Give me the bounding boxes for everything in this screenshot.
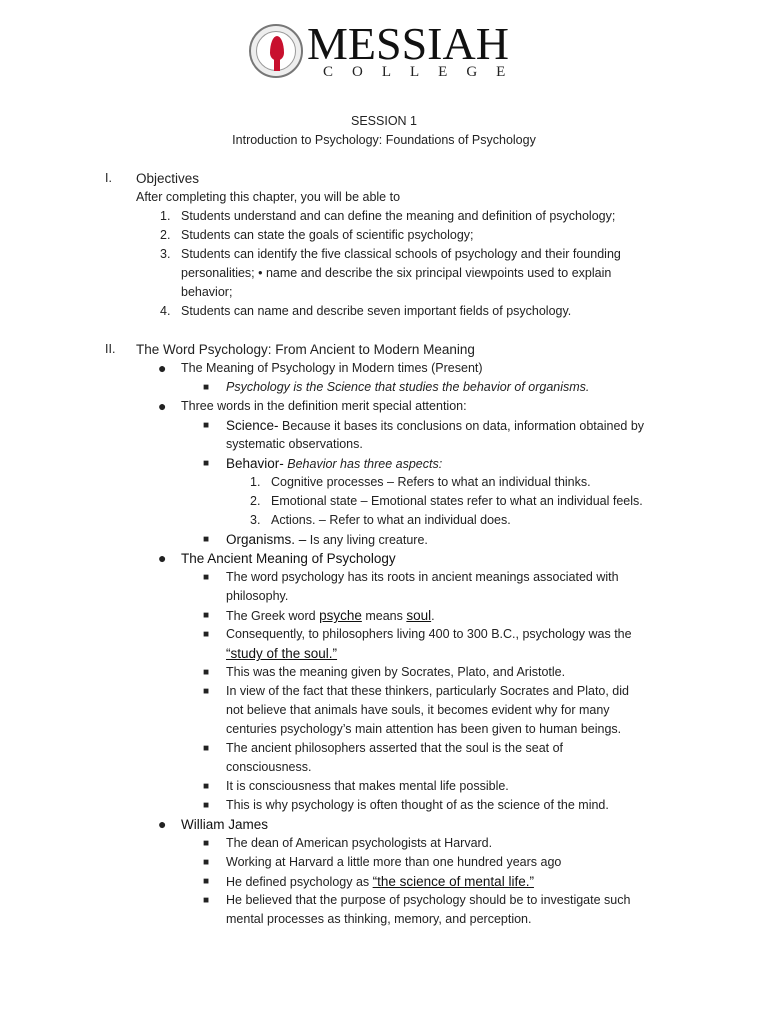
term-behavior: Behavior- (226, 456, 284, 471)
section-title: The Word Psychology: From Ancient to Modern Meaning (136, 342, 475, 357)
square-bullet-icon: ■ (203, 857, 210, 868)
list-item-continued: behavior; (181, 285, 233, 299)
sub-bullet-continued: mental processes as thinking, memory, and perception. (226, 912, 532, 926)
bullet-icon: ● (158, 360, 167, 376)
term-organisms: Organisms. – (226, 532, 307, 547)
sub-bullet-item: ■ Psychology is the Science that studies the behavior of organisms. (0, 378, 768, 397)
list-item: 4. Students can name and describe seven important fields of psychology. (160, 304, 572, 318)
square-bullet-icon: ■ (203, 572, 210, 583)
mental-life-quote: “the science of mental life.” (372, 874, 534, 889)
square-bullet-icon: ■ (203, 382, 210, 393)
aspect-item: 1. Cognitive processes – Refers to what an individual thinks. (250, 475, 591, 489)
square-bullet-icon: ■ (203, 458, 210, 469)
sub-bullet-item: ■ Working at Harvard a little more than one hundred years ago (0, 853, 768, 872)
term-soul: soul (406, 608, 432, 623)
section-heading (0, 340, 768, 359)
session-label: SESSION 1 (351, 114, 417, 128)
section-number: I. (105, 171, 112, 185)
study-of-soul-quote: “study of the soul.” (226, 646, 338, 661)
sub-bullet-continued: not believe that animals have souls, it becomes evident why for many (226, 703, 610, 717)
objectives-intro: After completing this chapter, you will be able to (136, 190, 401, 204)
square-bullet-icon: ■ (203, 686, 210, 697)
sub-bullet-item: ■ Behavior- Behavior has three aspects: (203, 456, 443, 471)
logo-subtitle: COLLEGE (323, 64, 525, 80)
sub-bullet-item: ■ He believed that the purpose of psychology should be to investigate such (0, 891, 768, 910)
document-body (0, 112, 768, 929)
sub-bullet-continued: centuries psychology’s main attention has been given to human beings. (226, 722, 622, 736)
list-item: 1. Students understand and can define the meaning and definition of psychology; (160, 209, 616, 223)
bullet-item: ● William James (158, 816, 269, 832)
sub-bullet-item: ■ This was the meaning given by Socrates, Plato, and Aristotle. (0, 663, 768, 682)
sub-bullet-item: ■ It is consciousness that makes mental life possible. (0, 777, 768, 796)
sub-bullet-continued: philosophy. (226, 589, 289, 603)
sub-bullet-item: ■ The word psychology has its roots in ancient meanings associated with (0, 568, 768, 587)
square-bullet-icon: ■ (203, 895, 210, 906)
section-title: Objectives (136, 171, 200, 186)
aspect-item: 2. Emotional state – Emotional states refer to what an individual feels. (250, 494, 643, 508)
bullet-item: ● The Meaning of Psychology in Modern times (Present) (158, 360, 483, 376)
bullet-item: ● The Ancient Meaning of Psychology (158, 550, 396, 566)
bullet-icon: ● (158, 398, 167, 414)
bullet-item: ● Three words in the definition merit special attention: (158, 398, 467, 414)
sub-bullet-item: ■ In view of the fact that these thinkers, particularly Socrates and Plato, did (0, 682, 768, 701)
messiah-college-logo (249, 18, 525, 84)
sub-bullet-continued: consciousness. (226, 760, 312, 774)
square-bullet-icon: ■ (203, 667, 210, 678)
college-seal-icon (249, 24, 303, 78)
sub-bullet-item: ■ The Greek word psyche means soul. (203, 608, 435, 623)
square-bullet-icon: ■ (203, 743, 210, 754)
document-title: Introduction to Psychology: Foundations of Psychology (232, 133, 536, 147)
sub-bullet-item: ■ Science- Because it bases its conclusions on data, information obtained by (203, 418, 645, 433)
sub-bullet-item: ■ Organisms. – Is any living creature. (203, 532, 428, 547)
sub-bullet-item: ■ He defined psychology as “the science of mental life.” (203, 874, 534, 889)
square-bullet-icon: ■ (203, 534, 210, 545)
sub-bullet-item: ■ The ancient philosophers asserted that the soul is the seat of (0, 739, 768, 758)
square-bullet-icon: ■ (203, 610, 210, 621)
square-bullet-icon: ■ (203, 838, 210, 849)
bullet-icon: ● (158, 550, 167, 566)
section-number: II. (105, 342, 116, 356)
logo-wordmark: MESSIAH (307, 18, 509, 69)
sub-bullet-item: ■ This is why psychology is often thought of as the science of the mind. (0, 796, 768, 815)
bullet-icon: ● (158, 816, 167, 832)
square-bullet-icon: ■ (203, 420, 210, 431)
square-bullet-icon: ■ (203, 781, 210, 792)
square-bullet-icon: ■ (203, 800, 210, 811)
aspect-item: 3. Actions. – Refer to what an individual does. (250, 513, 511, 527)
sub-bullet-continued: systematic observations. (226, 437, 363, 451)
square-bullet-icon: ■ (203, 629, 210, 640)
square-bullet-icon: ■ (203, 876, 210, 887)
list-item: 3. Students can identify the five classical schools of psychology and their founding (160, 247, 621, 261)
section-heading (0, 169, 768, 188)
list-item-continued: personalities; • name and describe the six principal viewpoints used to explain (181, 266, 612, 280)
term-psyche: psyche (319, 608, 362, 623)
sub-bullet-item: ■ The dean of American psychologists at Harvard. (0, 834, 768, 853)
list-item: 2. Students can state the goals of scientific psychology; (160, 228, 474, 242)
sub-bullet-item: ■ Consequently, to philosophers living 400 to 300 B.C., psychology was the (0, 625, 768, 644)
term-science: Science- (226, 418, 279, 433)
